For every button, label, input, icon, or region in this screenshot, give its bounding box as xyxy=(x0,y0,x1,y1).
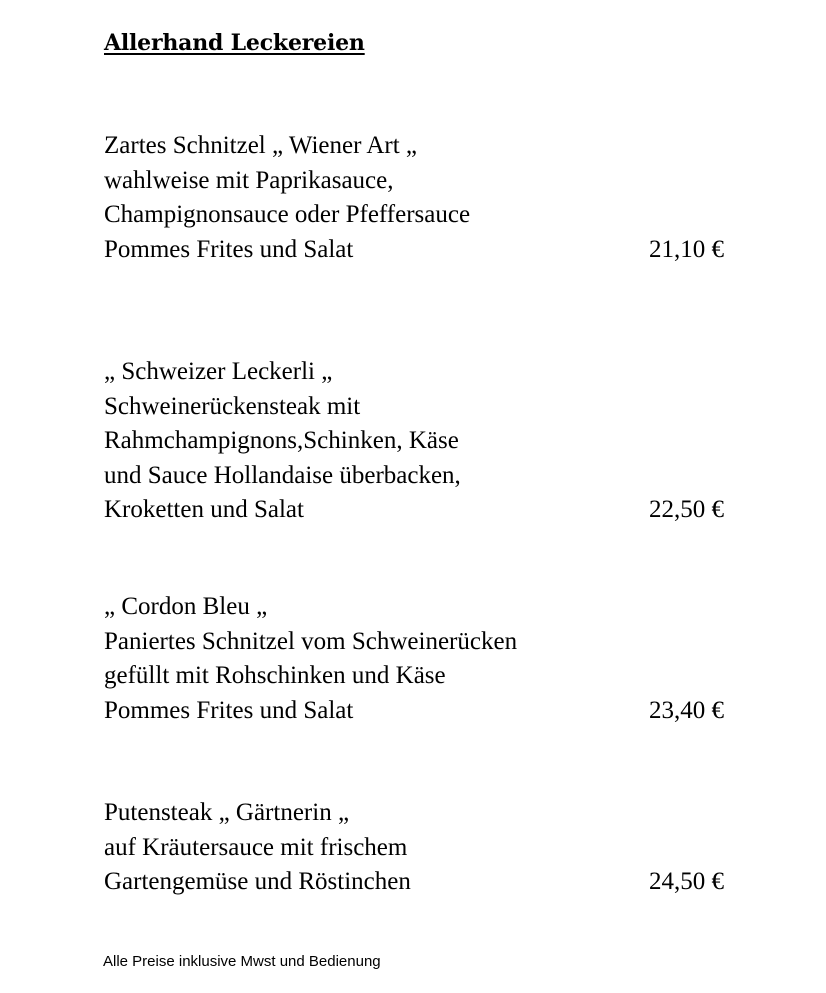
dish-description-line: Kroketten und Salat xyxy=(104,496,304,523)
dish-price: 24,50 € xyxy=(649,868,724,895)
menu-item-cordon-bleu xyxy=(104,590,724,728)
dish-last-line-row xyxy=(104,233,724,268)
dish-description-line: Gartengemüse und Röstinchen xyxy=(104,868,411,895)
dish-description-line: auf Kräutersauce mit frischem xyxy=(104,833,408,861)
menu-item-putensteak-gaertnerin xyxy=(104,796,724,900)
dish-description-line: und Sauce Hollandaise überbacken, xyxy=(104,461,461,489)
dish-description-line: Rahmchampignons,Schinken, Käse xyxy=(104,427,459,454)
menu-item-schweizer-leckerli xyxy=(104,355,724,528)
dish-description-line: Champignonsauce oder Pfeffersauce xyxy=(104,201,471,228)
dish-price: 23,40 € xyxy=(649,696,724,724)
dish-name: Zartes Schnitzel „ Wiener Art „ xyxy=(104,132,417,159)
dish-last-line-row xyxy=(104,694,724,729)
dish-last-line-row xyxy=(104,865,724,900)
dish-description-line: Pommes Frites und Salat xyxy=(104,696,354,724)
dish-last-line-row xyxy=(104,493,724,528)
price-note-footer: Alle Preise inklusive Mwst und Bedienung xyxy=(103,953,381,970)
dish-name: „ Schweizer Leckerli „ xyxy=(104,358,333,385)
dish-description-line: wahlweise mit Paprikasauce, xyxy=(104,166,394,194)
dish-price: 22,50 € xyxy=(649,496,724,523)
dish-description-line: gefüllt mit Rohschinken und Käse xyxy=(104,662,446,689)
dish-price: 21,10 € xyxy=(649,235,724,263)
dish-name: Putensteak „ Gärtnerin „ xyxy=(104,799,350,826)
page-title: Allerhand Leckereien xyxy=(104,30,365,56)
dish-description-line: Paniertes Schnitzel vom Schweinerücken xyxy=(104,627,518,655)
dish-name: „ Cordon Bleu „ xyxy=(104,593,268,620)
menu-item-schnitzel-wiener-art xyxy=(104,129,724,267)
dish-description-line: Pommes Frites und Salat xyxy=(104,235,354,263)
dish-description-line: Schweinerückensteak mit xyxy=(104,392,361,420)
